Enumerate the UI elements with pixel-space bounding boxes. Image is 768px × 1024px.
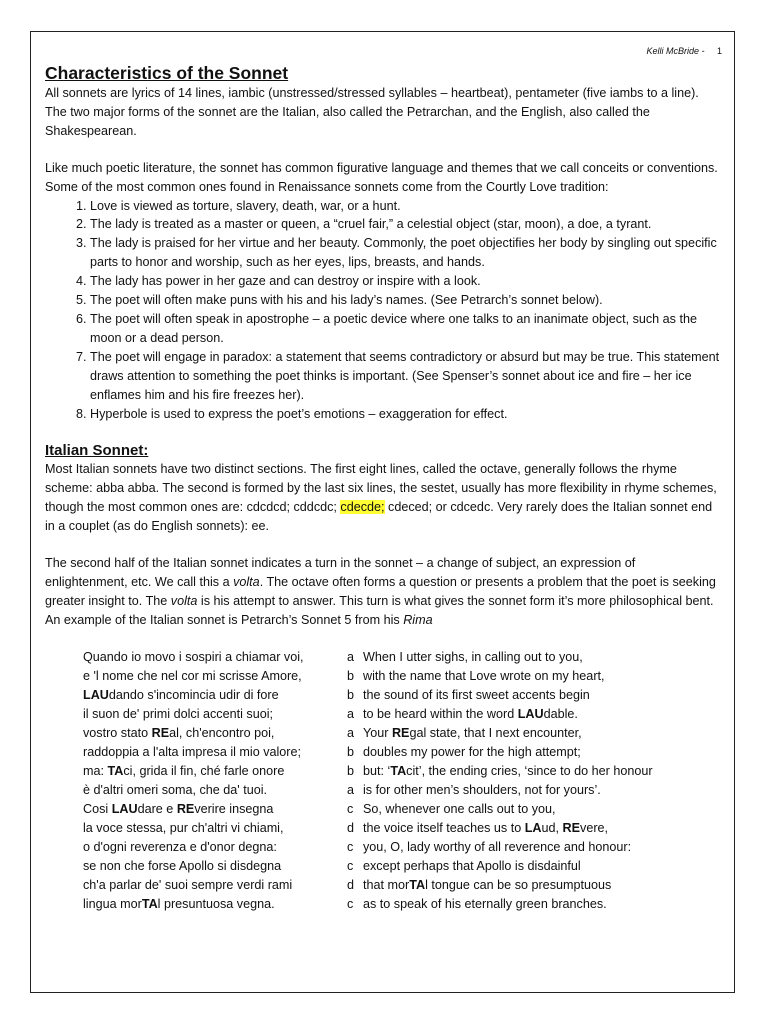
english-line: doubles my power for the high attempt; <box>363 744 581 759</box>
page-title: Characteristics of the Sonnet <box>45 63 289 83</box>
english-line: but: ‘TAcit’, the ending cries, ‘since to do her honour <box>363 763 653 778</box>
italian-line: ma: TAci, grida il fin, ché farle onore <box>83 763 285 778</box>
italian-line: o d'ogni reverenza e d'onor degna: <box>83 839 277 854</box>
rhyme-letter: a <box>347 782 355 797</box>
rhyme-letter: c <box>347 858 354 873</box>
english-line: the sound of its first sweet accents begin <box>363 687 590 702</box>
intro-paragraph-1: All sonnets are lyrics of 14 lines, iambic (unstressed/stressed syllables – heartbeat), pentameter (five iambs to a line). The two major forms of the sonnet are the Italian, also called the Petrarchan, and the English, also called the Shakespearean. <box>45 86 699 138</box>
rhyme-letter: a <box>347 706 355 721</box>
author-name: Kelli McBride - <box>646 46 705 56</box>
italian-sonnet-heading: Italian Sonnet: <box>45 442 149 460</box>
italian-line: se non che forse Apollo si disdegna <box>83 858 282 873</box>
rhyme-letter: c <box>347 896 354 911</box>
english-line: the voice itself teaches us to LAud, REvere, <box>363 820 609 835</box>
document-body <box>45 62 721 914</box>
italian-line: ch'a parlar de' suoi sempre verdi rami <box>83 877 293 892</box>
page-number: 1 <box>716 46 722 56</box>
list-item: 3. The lady is praised for her virtue and her beauty. Commonly, the poet objectifies her body by singling out specific parts to honor and worship, such as her eyes, lips, breasts, and hands. <box>90 234 721 272</box>
english-line: to be heard within the word LAUdable. <box>363 706 578 721</box>
italian-line: e 'l nome che nel cor mi scrisse Amore, <box>83 668 302 683</box>
rhyme-letter: b <box>347 668 355 683</box>
rhyme-letter: d <box>347 877 355 892</box>
english-line: When I utter sighs, in calling out to you, <box>363 649 583 664</box>
english-line: Your REgal state, that I next encounter, <box>363 725 582 740</box>
english-line: as to speak of his eternally green branches. <box>363 896 607 911</box>
italian-paragraph-2: The second half of the Italian sonnet indicates a turn in the sonnet – a change of subject, an expression of enlightenment, etc. We call this a volta. The octave often forms a question or presents a problem that the poet is seeking greater insight to. The volta is his attempt to answer. This turn is what gives the sonnet form it’s more philosophical bent. An example of the Italian sonnet is Petrarch’s Sonnet 5 from his Rima <box>45 556 716 627</box>
rhyme-letter: b <box>347 687 355 702</box>
english-line: with the name that Love wrote on my heart, <box>363 668 605 683</box>
italian-line: Quando io movo i sospiri a chiamar voi, <box>83 649 304 664</box>
rhyme-letter: c <box>347 801 354 816</box>
rhyme-letter: d <box>347 820 355 835</box>
rhyme-letter: c <box>347 839 354 854</box>
highlighted-scheme: cdecde; <box>340 500 385 515</box>
rhyme-letter: b <box>347 744 355 759</box>
list-item: 8. Hyperbole is used to express the poet’s emotions – exaggeration for effect. <box>90 405 721 424</box>
conventions-list <box>45 197 721 424</box>
sonnet-table <box>83 648 721 914</box>
italian-line: Cosi LAUdare e REverire insegna <box>83 801 274 816</box>
italian-line: è d'altri omeri soma, che da' tuoi. <box>83 782 268 797</box>
list-item: 6. The poet will often speak in apostrophe – a poetic device where one talks to an inanimate object, such as the moon or a dead person. <box>90 310 721 348</box>
intro-paragraph-2: Like much poetic literature, the sonnet has common figurative language and themes that we call conceits or conventions. Some of the most common ones found in Renaissance sonnets come from the Courtly Love tradition: <box>45 160 718 194</box>
rhyme-letter: a <box>347 649 355 664</box>
italian-line: lingua morTAl presuntuosa vegna. <box>83 896 275 911</box>
italian-line: il suon de' primi dolci accenti suoi; <box>83 706 274 721</box>
italian-line: vostro stato REal, ch'encontro poi, <box>83 725 275 740</box>
english-line: is for other men’s shoulders, not for yours’. <box>363 782 601 797</box>
list-item: 7. The poet will engage in paradox: a statement that seems contradictory or absurd but may be true. This statement draws attention to something the poet thinks is important. (See Spenser’s sonnet about ice and fire – her ice enflames him and his fire freezes her). <box>90 348 721 405</box>
italian-paragraph-1: Most Italian sonnets have two distinct sections. The first eight lines, called the octave, generally follows the rhyme scheme: abba abba. The second is formed by the last six lines, the sestet, usually has more flexibility in rhyme schemes, though the most common ones are: cdcdcd; cddcdc; cdecde; cdeced; or cdcedc. Very rarely does the Italian sonnet end in a couplet (as do English sonnets): ee. <box>45 462 717 534</box>
list-item: 1. Love is viewed as torture, slavery, death, war, or a hunt. <box>90 197 721 216</box>
list-item: 4. The lady has power in her gaze and can destroy or inspire with a look. <box>90 272 721 291</box>
english-line: you, O, lady worthy of all reverence and honour: <box>363 839 632 854</box>
english-line: that morTAl tongue can be so presumptuous <box>363 877 612 892</box>
italian-line: la voce stessa, pur ch'altri vi chiami, <box>83 820 284 835</box>
list-item: 2. The lady is treated as a master or queen, a “cruel fair,” a celestial object (star, moon), a doe, a tyrant. <box>90 215 721 234</box>
italian-line: LAUdando s'incomincia udir di fore <box>83 687 279 702</box>
rhyme-letter: a <box>347 725 355 740</box>
rhyme-letter: b <box>347 763 355 778</box>
italian-line: raddoppia a l'alta impresa il mio valore; <box>83 744 302 759</box>
list-item: 5. The poet will often make puns with his and his lady’s names. (See Petrarch’s sonnet below). <box>90 291 721 310</box>
page-frame <box>30 31 735 993</box>
english-line: except perhaps that Apollo is disdainful <box>363 858 581 873</box>
english-line: So, whenever one calls out to you, <box>363 801 556 816</box>
page-header <box>646 46 722 56</box>
